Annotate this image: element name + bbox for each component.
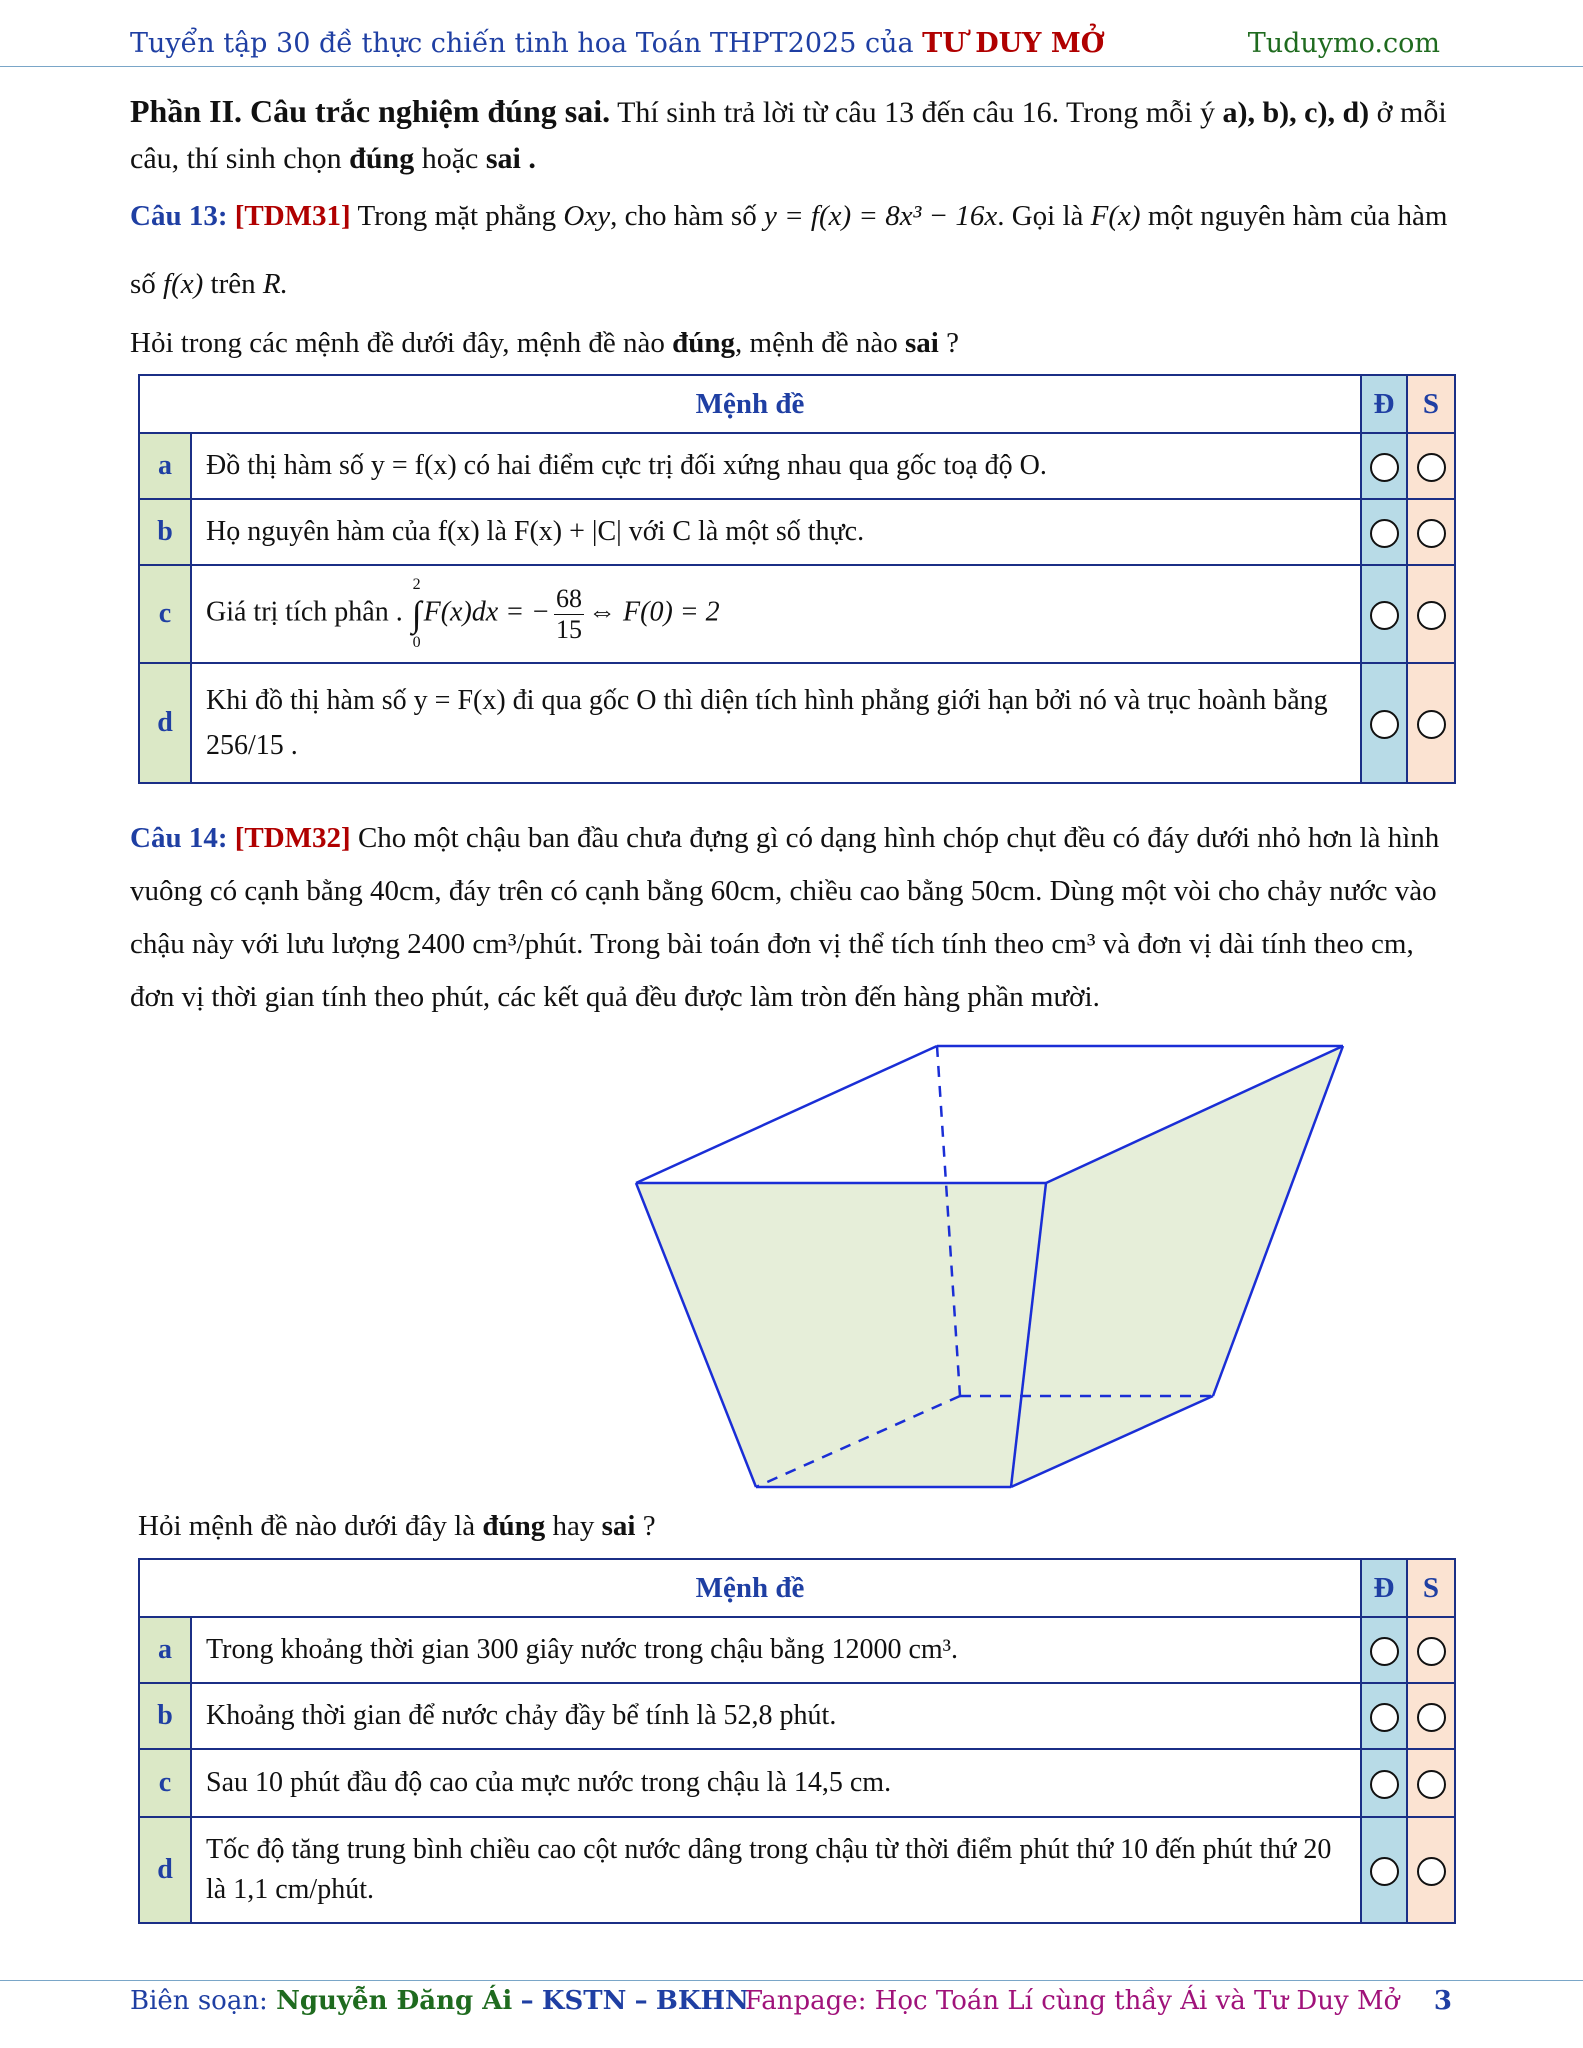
col-d-header: Đ [1361,1559,1407,1617]
q14-stem: Câu 14: [TDM32] Cho một chậu ban đầu chưa đựng gì có dạng hình chóp chụt đều có đáy dưới nhỏ hơn là hình vuông có cạnh bằng 40cm, đáy trên có cạnh bằng 60cm, chiều cao bằng 50cm. Dùng một vòi cho chảy nước vào chậu này với lưu lượng 2400 cm³/phút. Trong bài toán đơn vị thể tích tính theo cm³ và đơn vị dài tính theo cm, đơn vị thời gian tính theo phút, các kết quả đều được làm tròn đến hàng phần mười. [130,822,1440,1013]
row-statement: Tốc độ tăng trung bình chiều cao cột nước dâng trong chậu từ thời điểm phút thứ 10 đến phút thứ 20 là 1,1 cm/phút. [191,1817,1361,1923]
header-title: Tuyển tập 30 đề thực chiến tinh hoa Toán THPT2025 của TƯ DUY MỞ [130,28,1105,59]
col-s-header: S [1407,375,1455,433]
q14-code: [TDM32] [234,822,351,854]
row-statement: Sau 10 phút đầu độ cao của mực nước trong chậu là 14,5 cm. [191,1749,1361,1817]
fraction: $\frac{68}{15}$ [556,583,583,644]
integral-sign: 2 ∫ 0 [411,576,422,651]
footer-author: Biên soạn: Nguyễn Đăng Ái – KSTN – BKHN [130,1986,749,2016]
table-row [139,1749,1455,1817]
true-radio[interactable] [1370,1857,1399,1886]
false-radio[interactable] [1417,1637,1446,1666]
false-radio[interactable] [1417,1857,1446,1886]
true-radio[interactable] [1370,1703,1399,1732]
table-row [139,1683,1455,1749]
true-radio[interactable] [1370,1770,1399,1799]
row-label: b [139,499,191,565]
row-statement: Họ nguyên hàm của f(x) là F(x) + |C| với C là một số thực. [191,499,1361,565]
q13-code: [TDM31] [234,200,351,232]
false-radio[interactable] [1417,1770,1446,1799]
col-d-header: Đ [1361,375,1407,433]
page-footer [130,1986,1452,2022]
row-label: a [139,1617,191,1683]
row-statement: Trong khoảng thời gian 300 giây nước trong chậu bằng 12000 cm³. [191,1617,1361,1683]
row-label: d [139,1817,191,1923]
row-statement: Khi đồ thị hàm số y = F(x) đi qua gốc O thì diện tích hình phẳng giới hạn bởi nó và trục hoành bằng 256/15 . [191,663,1361,783]
q13-question: Hỏi trong các mệnh đề dưới đây, mệnh đề nào đúng, mệnh đề nào sai ? [130,327,959,359]
q14-question: Hỏi mệnh đề nào dưới đây là đúng hay sai ? [138,1510,656,1542]
part2-intro: Phần II. Câu trắc nghiệm đúng sai. Thí sinh trả lời từ câu 13 đến câu 16. Trong mỗi ý a), b), c), d) ở mỗi câu, thí sinh chọn đúng hoặc sai . [130,93,1447,175]
row-label: c [139,1749,191,1817]
row-statement: Giá trị tích phân . 2 ∫ 0 F(x)dx = − $\frac{68}{15}$ ⇔ F(0) = 2 [191,565,1361,663]
page-number: 3 [1433,1986,1452,2016]
row-label: a [139,433,191,499]
footer-divider [0,1980,1583,1981]
right-face [1011,1046,1343,1487]
true-radio[interactable] [1370,1637,1399,1666]
row-label: c [139,565,191,663]
header-brand: TƯ DUY MỞ [922,28,1105,59]
false-radio[interactable] [1417,1703,1446,1732]
front-face [636,1183,1046,1487]
footer-fanpage[interactable]: Fanpage: Học Toán Lí cùng thầy Ái và Tư Duy Mở [745,1986,1400,2016]
back-left-edge [636,1046,937,1183]
row-label: b [139,1683,191,1749]
row-statement: Đồ thị hàm số y = f(x) có hai điểm cực trị đối xứng nhau qua gốc toạ độ O. [191,433,1361,499]
q13-stem: Câu 13: [TDM31] Trong mặt phẳng Oxy, cho hàm số y = f(x) = 8x³ − 16x. Gọi là F(x) một nguyên hàm của hàm số f(x) trên R. [130,200,1448,300]
table-row [139,1617,1455,1683]
q14-table [138,1558,1456,1924]
q13-label: Câu 13: [130,200,228,232]
col-s-header: S [1407,1559,1455,1617]
q14-label: Câu 14: [130,822,228,854]
q13-formula: y = f(x) = 8x³ − 16x [763,200,998,232]
header-website[interactable]: Tuduymo.com [1247,28,1440,59]
q14-table-header: Mệnh đề [139,1559,1361,1617]
table-row [139,1817,1455,1923]
row-label: d [139,663,191,783]
row-statement: Khoảng thời gian để nước chảy đầy bể tính là 52,8 phút. [191,1683,1361,1749]
part2-title: Phần II. Câu trắc nghiệm đúng sai. [130,93,611,129]
q13-table-header: Mệnh đề [139,375,1361,433]
